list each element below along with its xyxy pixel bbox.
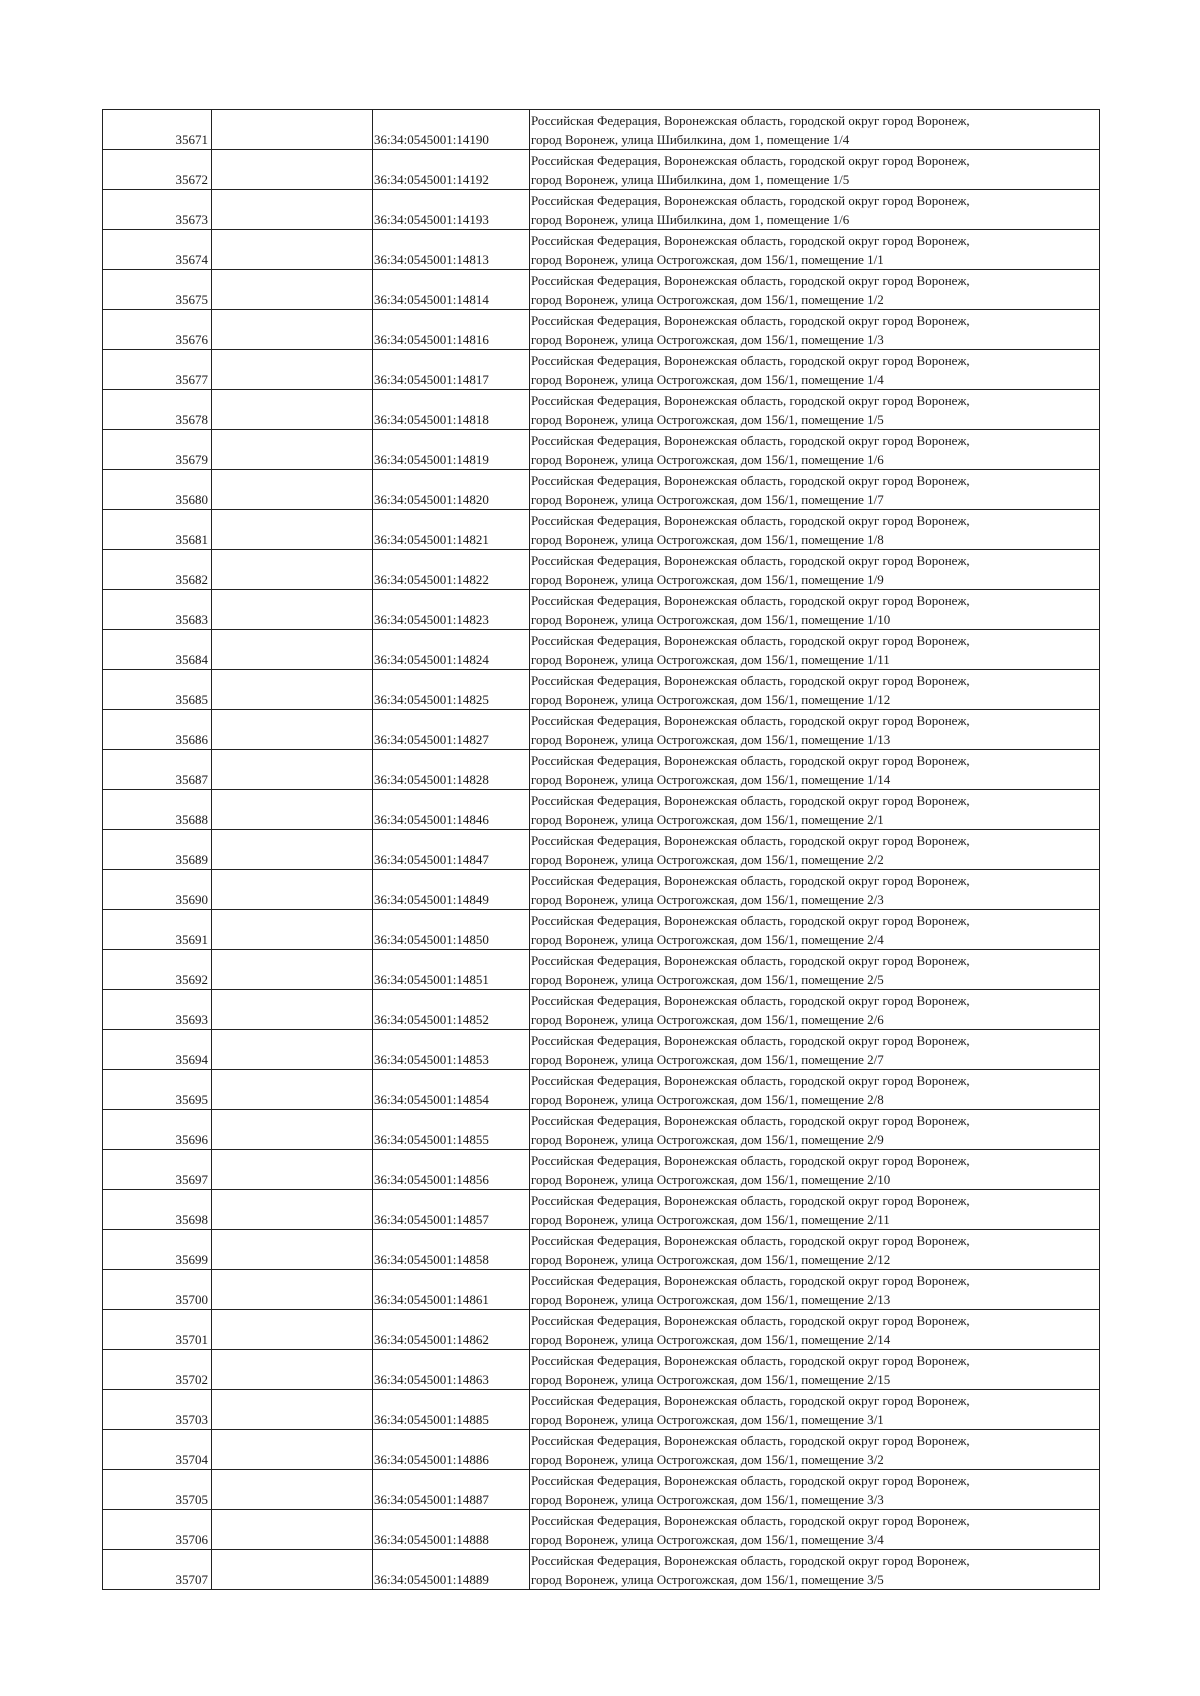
cadastral-number: 36:34:0545001:14852 bbox=[373, 990, 530, 1030]
row-number: 35697 bbox=[103, 1150, 212, 1190]
table-row bbox=[103, 750, 1100, 790]
address-line: Российская Федерация, Воронежская область, городской округ город Воронеж, bbox=[531, 712, 970, 728]
empty-cell bbox=[212, 1190, 373, 1230]
address-line: город Воронеж, улица Острогожская, дом 156/1, помещение 1/10 bbox=[531, 611, 891, 627]
address-line: город Воронеж, улица Острогожская, дом 156/1, помещение 3/1 bbox=[531, 1411, 884, 1427]
empty-cell bbox=[212, 1550, 373, 1590]
address-cell bbox=[530, 1110, 1100, 1150]
row-number: 35704 bbox=[103, 1430, 212, 1470]
empty-cell bbox=[212, 950, 373, 990]
row-number: 35673 bbox=[103, 190, 212, 230]
address-cell bbox=[530, 710, 1100, 750]
address-cell bbox=[530, 630, 1100, 670]
cadastral-number: 36:34:0545001:14819 bbox=[373, 430, 530, 470]
cadastral-number: 36:34:0545001:14850 bbox=[373, 910, 530, 950]
empty-cell bbox=[212, 910, 373, 950]
address-cell bbox=[530, 910, 1100, 950]
address-line: город Воронеж, улица Острогожская, дом 156/1, помещение 2/6 bbox=[531, 1011, 884, 1027]
address-line: город Воронеж, улица Острогожская, дом 156/1, помещение 1/3 bbox=[531, 331, 884, 347]
cadastral-number: 36:34:0545001:14863 bbox=[373, 1350, 530, 1390]
address-cell bbox=[530, 190, 1100, 230]
empty-cell bbox=[212, 790, 373, 830]
address-line: город Воронеж, улица Острогожская, дом 156/1, помещение 1/8 bbox=[531, 531, 884, 547]
address-line: город Воронеж, улица Шибилкина, дом 1, помещение 1/4 bbox=[531, 131, 850, 147]
row-number: 35706 bbox=[103, 1510, 212, 1550]
address-line: Российская Федерация, Воронежская область, городской округ город Воронеж, bbox=[531, 872, 970, 888]
address-line: Российская Федерация, Воронежская область, городской округ город Воронеж, bbox=[531, 1112, 970, 1128]
address-line: город Воронеж, улица Острогожская, дом 156/1, помещение 1/12 bbox=[531, 691, 891, 707]
row-number: 35694 bbox=[103, 1030, 212, 1070]
cadastral-number: 36:34:0545001:14855 bbox=[373, 1110, 530, 1150]
address-cell bbox=[530, 270, 1100, 310]
address-cell bbox=[530, 310, 1100, 350]
address-line: город Воронеж, улица Острогожская, дом 156/1, помещение 1/2 bbox=[531, 291, 884, 307]
table-row bbox=[103, 470, 1100, 510]
row-number: 35698 bbox=[103, 1190, 212, 1230]
cadastral-number: 36:34:0545001:14886 bbox=[373, 1430, 530, 1470]
cadastral-number: 36:34:0545001:14856 bbox=[373, 1150, 530, 1190]
address-cell bbox=[530, 1470, 1100, 1510]
table-row bbox=[103, 310, 1100, 350]
row-number: 35676 bbox=[103, 310, 212, 350]
address-line: город Воронеж, улица Острогожская, дом 156/1, помещение 2/14 bbox=[531, 1331, 891, 1347]
address-line: город Воронеж, улица Острогожская, дом 156/1, помещение 2/13 bbox=[531, 1291, 891, 1307]
table-row bbox=[103, 230, 1100, 270]
row-number: 35685 bbox=[103, 670, 212, 710]
address-line: Российская Федерация, Воронежская область, городской округ город Воронеж, bbox=[531, 392, 970, 408]
row-number: 35681 bbox=[103, 510, 212, 550]
cadastral-number: 36:34:0545001:14818 bbox=[373, 390, 530, 430]
table-row bbox=[103, 1430, 1100, 1470]
address-cell bbox=[530, 950, 1100, 990]
address-line: город Воронеж, улица Острогожская, дом 156/1, помещение 2/2 bbox=[531, 851, 884, 867]
cadastral-number: 36:34:0545001:14828 bbox=[373, 750, 530, 790]
row-number: 35678 bbox=[103, 390, 212, 430]
row-number: 35679 bbox=[103, 430, 212, 470]
address-cell bbox=[530, 1310, 1100, 1350]
row-number: 35680 bbox=[103, 470, 212, 510]
cadastral-number: 36:34:0545001:14820 bbox=[373, 470, 530, 510]
empty-cell bbox=[212, 190, 373, 230]
address-cell bbox=[530, 1230, 1100, 1270]
address-line: Российская Федерация, Воронежская область, городской округ город Воронеж, bbox=[531, 672, 970, 688]
cadastral-number: 36:34:0545001:14885 bbox=[373, 1390, 530, 1430]
address-cell bbox=[530, 870, 1100, 910]
empty-cell bbox=[212, 110, 373, 150]
row-number: 35684 bbox=[103, 630, 212, 670]
registry-table-body bbox=[103, 110, 1100, 1590]
empty-cell bbox=[212, 270, 373, 310]
empty-cell bbox=[212, 1350, 373, 1390]
row-number: 35683 bbox=[103, 590, 212, 630]
address-line: город Воронеж, улица Острогожская, дом 156/1, помещение 2/12 bbox=[531, 1251, 891, 1267]
address-cell bbox=[530, 550, 1100, 590]
row-number: 35682 bbox=[103, 550, 212, 590]
address-line: город Воронеж, улица Острогожская, дом 156/1, помещение 2/5 bbox=[531, 971, 884, 987]
address-line: Российская Федерация, Воронежская область, городской округ город Воронеж, bbox=[531, 1552, 970, 1568]
empty-cell bbox=[212, 230, 373, 270]
table-row bbox=[103, 350, 1100, 390]
table-row bbox=[103, 670, 1100, 710]
cadastral-number: 36:34:0545001:14847 bbox=[373, 830, 530, 870]
table-row bbox=[103, 830, 1100, 870]
address-cell bbox=[530, 670, 1100, 710]
table-row bbox=[103, 510, 1100, 550]
address-line: Российская Федерация, Воронежская область, городской округ город Воронеж, bbox=[531, 1152, 970, 1168]
row-number: 35707 bbox=[103, 1550, 212, 1590]
address-line: город Воронеж, улица Острогожская, дом 156/1, помещение 2/15 bbox=[531, 1371, 891, 1387]
cadastral-number: 36:34:0545001:14813 bbox=[373, 230, 530, 270]
address-line: город Воронеж, улица Острогожская, дом 156/1, помещение 1/6 bbox=[531, 451, 884, 467]
empty-cell bbox=[212, 750, 373, 790]
table-row bbox=[103, 1310, 1100, 1350]
address-line: город Воронеж, улица Острогожская, дом 156/1, помещение 1/9 bbox=[531, 571, 884, 587]
address-cell bbox=[530, 1070, 1100, 1110]
row-number: 35702 bbox=[103, 1350, 212, 1390]
address-line: город Воронеж, улица Острогожская, дом 156/1, помещение 2/8 bbox=[531, 1091, 884, 1107]
address-cell bbox=[530, 1270, 1100, 1310]
address-line: Российская Федерация, Воронежская область, городской округ город Воронеж, bbox=[531, 272, 970, 288]
address-cell bbox=[530, 510, 1100, 550]
empty-cell bbox=[212, 430, 373, 470]
cadastral-number: 36:34:0545001:14823 bbox=[373, 590, 530, 630]
address-line: Российская Федерация, Воронежская область, городской округ город Воронеж, bbox=[531, 112, 970, 128]
row-number: 35693 bbox=[103, 990, 212, 1030]
row-number: 35700 bbox=[103, 1270, 212, 1310]
empty-cell bbox=[212, 1110, 373, 1150]
address-line: Российская Федерация, Воронежская область, городской округ город Воронеж, bbox=[531, 792, 970, 808]
table-row bbox=[103, 1230, 1100, 1270]
address-line: Российская Федерация, Воронежская область, городской округ город Воронеж, bbox=[531, 952, 970, 968]
address-cell bbox=[530, 430, 1100, 470]
empty-cell bbox=[212, 510, 373, 550]
address-line: город Воронеж, улица Шибилкина, дом 1, помещение 1/6 bbox=[531, 211, 850, 227]
address-line: город Воронеж, улица Острогожская, дом 156/1, помещение 1/11 bbox=[531, 651, 890, 667]
registry-table bbox=[102, 109, 1100, 1590]
row-number: 35701 bbox=[103, 1310, 212, 1350]
empty-cell bbox=[212, 150, 373, 190]
empty-cell bbox=[212, 1470, 373, 1510]
address-line: Российская Федерация, Воронежская область, городской округ город Воронеж, bbox=[531, 552, 970, 568]
empty-cell bbox=[212, 1310, 373, 1350]
cadastral-number: 36:34:0545001:14853 bbox=[373, 1030, 530, 1070]
table-row bbox=[103, 910, 1100, 950]
empty-cell bbox=[212, 1150, 373, 1190]
cadastral-number: 36:34:0545001:14825 bbox=[373, 670, 530, 710]
cadastral-number: 36:34:0545001:14888 bbox=[373, 1510, 530, 1550]
empty-cell bbox=[212, 550, 373, 590]
address-line: Российская Федерация, Воронежская область, городской округ город Воронеж, bbox=[531, 472, 970, 488]
row-number: 35692 bbox=[103, 950, 212, 990]
empty-cell bbox=[212, 1070, 373, 1110]
cadastral-number: 36:34:0545001:14854 bbox=[373, 1070, 530, 1110]
table-row bbox=[103, 1470, 1100, 1510]
address-line: город Воронеж, улица Острогожская, дом 156/1, помещение 2/10 bbox=[531, 1171, 891, 1187]
table-row bbox=[103, 950, 1100, 990]
table-row bbox=[103, 1030, 1100, 1070]
empty-cell bbox=[212, 1030, 373, 1070]
empty-cell bbox=[212, 310, 373, 350]
row-number: 35671 bbox=[103, 110, 212, 150]
table-row bbox=[103, 990, 1100, 1030]
address-cell bbox=[530, 390, 1100, 430]
table-row bbox=[103, 1070, 1100, 1110]
address-line: Российская Федерация, Воронежская область, городской округ город Воронеж, bbox=[531, 1072, 970, 1088]
address-cell bbox=[530, 1030, 1100, 1070]
cadastral-number: 36:34:0545001:14814 bbox=[373, 270, 530, 310]
row-number: 35705 bbox=[103, 1470, 212, 1510]
table-row bbox=[103, 1390, 1100, 1430]
cadastral-number: 36:34:0545001:14824 bbox=[373, 630, 530, 670]
address-line: Российская Федерация, Воронежская область, городской округ город Воронеж, bbox=[531, 632, 970, 648]
cadastral-number: 36:34:0545001:14821 bbox=[373, 510, 530, 550]
table-row bbox=[103, 1110, 1100, 1150]
cadastral-number: 36:34:0545001:14192 bbox=[373, 150, 530, 190]
table-row bbox=[103, 1550, 1100, 1590]
address-line: Российская Федерация, Воронежская область, городской округ город Воронеж, bbox=[531, 1432, 970, 1448]
table-row bbox=[103, 630, 1100, 670]
address-line: город Воронеж, улица Острогожская, дом 156/1, помещение 3/2 bbox=[531, 1451, 884, 1467]
address-line: Российская Федерация, Воронежская область, городской округ город Воронеж, bbox=[531, 912, 970, 928]
address-line: город Воронеж, улица Острогожская, дом 156/1, помещение 1/7 bbox=[531, 491, 884, 507]
address-line: Российская Федерация, Воронежская область, городской округ город Воронеж, bbox=[531, 1392, 970, 1408]
empty-cell bbox=[212, 670, 373, 710]
empty-cell bbox=[212, 1430, 373, 1470]
table-row bbox=[103, 1190, 1100, 1230]
address-line: город Воронеж, улица Острогожская, дом 156/1, помещение 3/5 bbox=[531, 1571, 884, 1587]
row-number: 35690 bbox=[103, 870, 212, 910]
cadastral-number: 36:34:0545001:14817 bbox=[373, 350, 530, 390]
table-row bbox=[103, 790, 1100, 830]
address-line: город Воронеж, улица Острогожская, дом 156/1, помещение 2/9 bbox=[531, 1131, 884, 1147]
address-cell bbox=[530, 230, 1100, 270]
address-cell bbox=[530, 470, 1100, 510]
empty-cell bbox=[212, 390, 373, 430]
address-line: Российская Федерация, Воронежская область, городской округ город Воронеж, bbox=[531, 592, 970, 608]
address-cell bbox=[530, 1390, 1100, 1430]
address-line: Российская Федерация, Воронежская область, городской округ город Воронеж, bbox=[531, 1272, 970, 1288]
table-row bbox=[103, 870, 1100, 910]
cadastral-number: 36:34:0545001:14858 bbox=[373, 1230, 530, 1270]
address-line: Российская Федерация, Воронежская область, городской округ город Воронеж, bbox=[531, 152, 970, 168]
address-cell bbox=[530, 990, 1100, 1030]
cadastral-number: 36:34:0545001:14827 bbox=[373, 710, 530, 750]
empty-cell bbox=[212, 350, 373, 390]
cadastral-number: 36:34:0545001:14822 bbox=[373, 550, 530, 590]
row-number: 35672 bbox=[103, 150, 212, 190]
address-line: город Воронеж, улица Острогожская, дом 156/1, помещение 2/3 bbox=[531, 891, 884, 907]
empty-cell bbox=[212, 1230, 373, 1270]
row-number: 35689 bbox=[103, 830, 212, 870]
table-row bbox=[103, 390, 1100, 430]
row-number: 35687 bbox=[103, 750, 212, 790]
table-row bbox=[103, 1150, 1100, 1190]
table-row bbox=[103, 110, 1100, 150]
row-number: 35674 bbox=[103, 230, 212, 270]
address-line: Российская Федерация, Воронежская область, городской округ город Воронеж, bbox=[531, 832, 970, 848]
address-line: Российская Федерация, Воронежская область, городской округ город Воронеж, bbox=[531, 192, 970, 208]
address-line: город Воронеж, улица Острогожская, дом 156/1, помещение 1/13 bbox=[531, 731, 891, 747]
cadastral-number: 36:34:0545001:14846 bbox=[373, 790, 530, 830]
address-cell bbox=[530, 830, 1100, 870]
table-row bbox=[103, 1270, 1100, 1310]
address-cell bbox=[530, 1190, 1100, 1230]
address-line: город Воронеж, улица Острогожская, дом 156/1, помещение 2/11 bbox=[531, 1211, 890, 1227]
address-line: город Воронеж, улица Шибилкина, дом 1, помещение 1/5 bbox=[531, 171, 850, 187]
cadastral-number: 36:34:0545001:14862 bbox=[373, 1310, 530, 1350]
table-row bbox=[103, 710, 1100, 750]
cadastral-number: 36:34:0545001:14193 bbox=[373, 190, 530, 230]
cadastral-number: 36:34:0545001:14816 bbox=[373, 310, 530, 350]
address-cell bbox=[530, 1150, 1100, 1190]
address-line: Российская Федерация, Воронежская область, городской округ город Воронеж, bbox=[531, 992, 970, 1008]
table-row bbox=[103, 1350, 1100, 1390]
empty-cell bbox=[212, 630, 373, 670]
address-line: город Воронеж, улица Острогожская, дом 156/1, помещение 3/4 bbox=[531, 1531, 884, 1547]
row-number: 35686 bbox=[103, 710, 212, 750]
address-line: город Воронеж, улица Острогожская, дом 156/1, помещение 1/1 bbox=[531, 251, 884, 267]
address-line: Российская Федерация, Воронежская область, городской округ город Воронеж, bbox=[531, 1192, 970, 1208]
address-line: Российская Федерация, Воронежская область, городской округ город Воронеж, bbox=[531, 1232, 970, 1248]
address-cell bbox=[530, 350, 1100, 390]
address-line: город Воронеж, улица Острогожская, дом 156/1, помещение 3/3 bbox=[531, 1491, 884, 1507]
address-cell bbox=[530, 790, 1100, 830]
table-row bbox=[103, 150, 1100, 190]
row-number: 35677 bbox=[103, 350, 212, 390]
row-number: 35695 bbox=[103, 1070, 212, 1110]
cadastral-number: 36:34:0545001:14190 bbox=[373, 110, 530, 150]
empty-cell bbox=[212, 1510, 373, 1550]
empty-cell bbox=[212, 990, 373, 1030]
address-line: Российская Федерация, Воронежская область, городской округ город Воронеж, bbox=[531, 1032, 970, 1048]
empty-cell bbox=[212, 590, 373, 630]
cadastral-number: 36:34:0545001:14887 bbox=[373, 1470, 530, 1510]
row-number: 35699 bbox=[103, 1230, 212, 1270]
address-line: Российская Федерация, Воронежская область, городской округ город Воронеж, bbox=[531, 1512, 970, 1528]
address-cell bbox=[530, 150, 1100, 190]
address-cell bbox=[530, 750, 1100, 790]
empty-cell bbox=[212, 830, 373, 870]
address-line: город Воронеж, улица Острогожская, дом 156/1, помещение 1/14 bbox=[531, 771, 891, 787]
address-line: Российская Федерация, Воронежская область, городской округ город Воронеж, bbox=[531, 752, 970, 768]
address-line: Российская Федерация, Воронежская область, городской округ город Воронеж, bbox=[531, 1352, 970, 1368]
address-line: Российская Федерация, Воронежская область, городской округ город Воронеж, bbox=[531, 232, 970, 248]
table-row bbox=[103, 270, 1100, 310]
address-line: город Воронеж, улица Острогожская, дом 156/1, помещение 2/7 bbox=[531, 1051, 884, 1067]
address-cell bbox=[530, 1550, 1100, 1590]
address-line: Российская Федерация, Воронежская область, городской округ город Воронеж, bbox=[531, 1312, 970, 1328]
row-number: 35688 bbox=[103, 790, 212, 830]
address-line: Российская Федерация, Воронежская область, городской округ город Воронеж, bbox=[531, 1472, 970, 1488]
table-row bbox=[103, 590, 1100, 630]
row-number: 35675 bbox=[103, 270, 212, 310]
address-cell bbox=[530, 1350, 1100, 1390]
address-line: город Воронеж, улица Острогожская, дом 156/1, помещение 2/4 bbox=[531, 931, 884, 947]
empty-cell bbox=[212, 870, 373, 910]
cadastral-number: 36:34:0545001:14849 bbox=[373, 870, 530, 910]
row-number: 35696 bbox=[103, 1110, 212, 1150]
empty-cell bbox=[212, 470, 373, 510]
row-number: 35691 bbox=[103, 910, 212, 950]
address-line: Российская Федерация, Воронежская область, городской округ город Воронеж, bbox=[531, 352, 970, 368]
row-number: 35703 bbox=[103, 1390, 212, 1430]
address-line: город Воронеж, улица Острогожская, дом 156/1, помещение 1/4 bbox=[531, 371, 884, 387]
address-line: Российская Федерация, Воронежская область, городской округ город Воронеж, bbox=[531, 432, 970, 448]
table-row bbox=[103, 190, 1100, 230]
table-row bbox=[103, 430, 1100, 470]
address-line: Российская Федерация, Воронежская область, городской округ город Воронеж, bbox=[531, 312, 970, 328]
empty-cell bbox=[212, 710, 373, 750]
address-line: город Воронеж, улица Острогожская, дом 156/1, помещение 2/1 bbox=[531, 811, 884, 827]
address-cell bbox=[530, 1430, 1100, 1470]
table-row bbox=[103, 1510, 1100, 1550]
empty-cell bbox=[212, 1270, 373, 1310]
cadastral-number: 36:34:0545001:14857 bbox=[373, 1190, 530, 1230]
address-line: город Воронеж, улица Острогожская, дом 156/1, помещение 1/5 bbox=[531, 411, 884, 427]
table-row bbox=[103, 550, 1100, 590]
cadastral-number: 36:34:0545001:14861 bbox=[373, 1270, 530, 1310]
address-line: Российская Федерация, Воронежская область, городской округ город Воронеж, bbox=[531, 512, 970, 528]
address-cell bbox=[530, 110, 1100, 150]
cadastral-number: 36:34:0545001:14889 bbox=[373, 1550, 530, 1590]
empty-cell bbox=[212, 1390, 373, 1430]
address-cell bbox=[530, 1510, 1100, 1550]
address-cell bbox=[530, 590, 1100, 630]
cadastral-number: 36:34:0545001:14851 bbox=[373, 950, 530, 990]
